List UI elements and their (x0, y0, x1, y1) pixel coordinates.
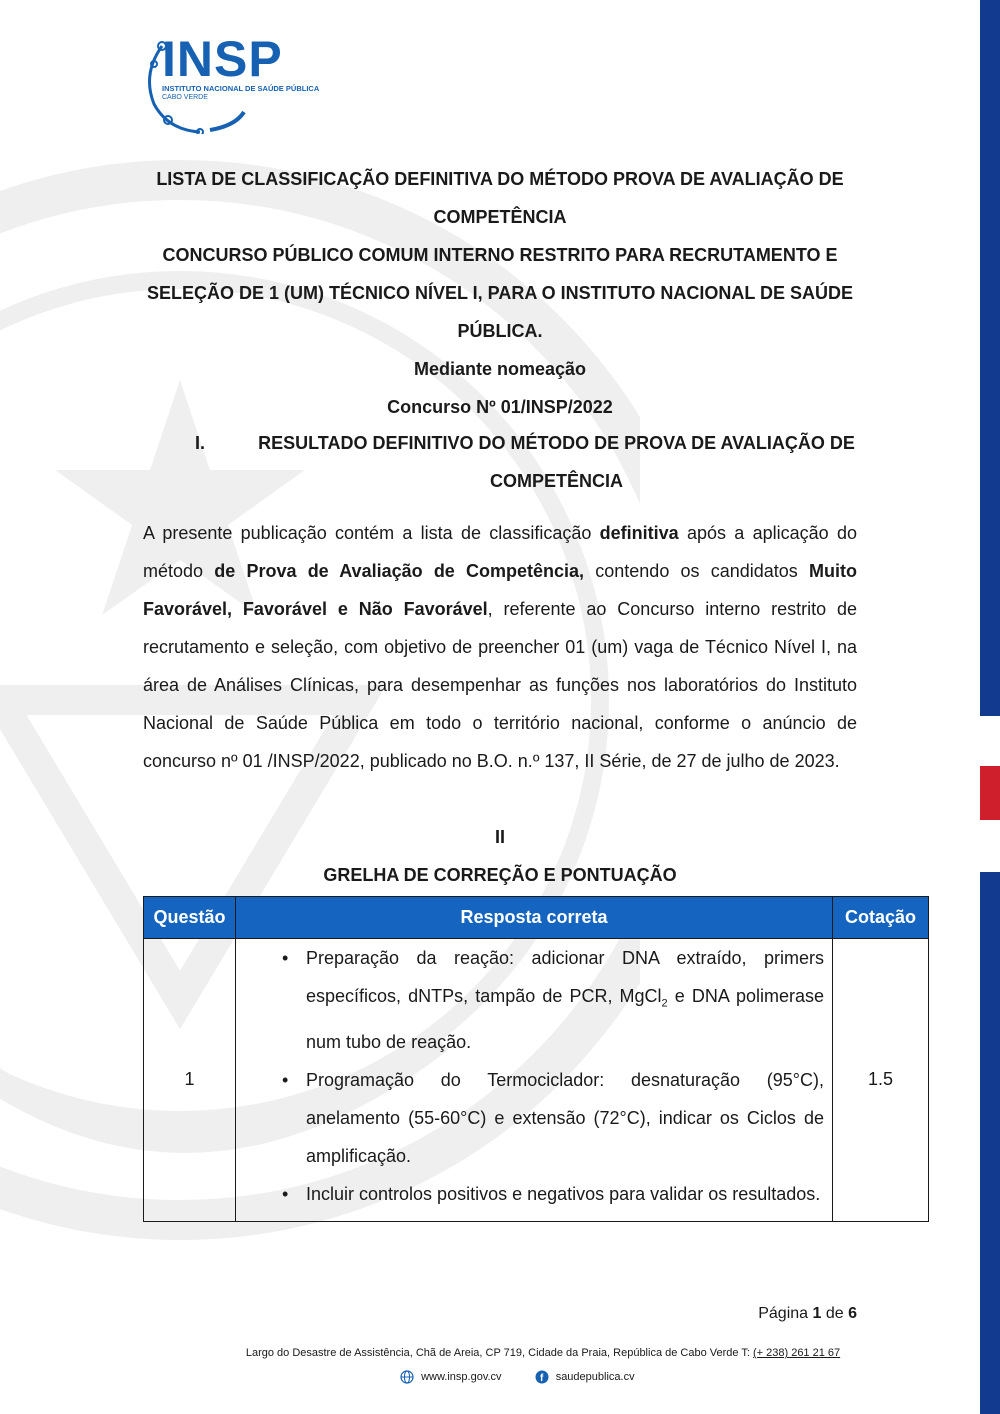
page-number (758, 1300, 857, 1328)
title-line-1: LISTA DE CLASSIFICAÇÃO DEFINITIVA DO MÉTODO PROVA DE AVALIAÇÃO DE (156, 169, 844, 189)
para-bold-1: definitiva (599, 523, 679, 543)
side-bar-blue-bottom (980, 872, 1000, 1414)
page-label: Página (758, 1305, 813, 1322)
answer-item-1 (244, 939, 824, 1061)
answer-list (236, 939, 832, 1221)
section-2-heading (143, 818, 857, 894)
answer-1-text-b: e DNA polimerase num tubo de reação. (306, 986, 824, 1052)
footer-phone-link[interactable]: (+ 238) 261 21 67 (752, 1347, 841, 1359)
logo-country: CABO VERDE (162, 94, 208, 101)
section-1-heading (143, 424, 857, 500)
intro-paragraph (143, 514, 857, 780)
para-bold-2: de Prova de Avaliação de Competência, (214, 561, 585, 581)
globe-icon (400, 1370, 414, 1384)
cell-question: 1 (144, 939, 236, 1222)
page-of: de (821, 1305, 849, 1322)
side-bar-blue-top (980, 0, 1000, 716)
para-text-1: A presente publicação contém a lista de classificação (143, 523, 600, 543)
title-line-2: COMPETÊNCIA (433, 207, 567, 227)
table-row (144, 939, 929, 1222)
answer-item-3: • Incluir controlos positivos e negativos para validar os resultados. (244, 1175, 824, 1213)
answer-1-subscript: 2 (661, 997, 668, 1010)
svg-text:f: f (539, 1373, 543, 1385)
para-text-2: após a aplicação do método (143, 523, 857, 581)
footer-website-link[interactable]: www.insp.gov.cv (421, 1371, 502, 1384)
section-1-title-line-1: RESULTADO DEFINITIVO DO MÉTODO DE PROVA DE AVALIAÇÃO DE (258, 433, 855, 453)
answer-item-2: • Programação do Termociclador: desnaturação (95°C), anelamento (55-60°C) e extensão (72°C), indicar os Ciclos de amplificação. (244, 1061, 824, 1175)
answer-1-text-a: Preparação da reação: adicionar DNA extraído, primers específicos, dNTPs, tampão de PCR, MgCl (306, 948, 824, 1006)
side-bar-red (980, 766, 1000, 820)
footer-address (143, 1342, 943, 1364)
title-line-6: Mediante nomeação (413, 359, 587, 379)
title-line-7: Concurso Nº 01/INSP/2022 (387, 397, 613, 417)
section-2-number: II (494, 827, 505, 847)
facebook-icon (535, 1370, 549, 1384)
para-text-4: , referente ao Concurso interno restrito de recrutamento e seleção, com objetivo de preencher 01 (um) vaga de Técnico Nível I, na área de Análises Clínicas, para desempenhar as funções nos laboratórios do Instituto Nacional de Saúde Pública em todo o território nacional, conforme o anúncio de concurso nº 01 /INSP/2022, publicado no B.O. n.º 137, II Série, de 27 de julho de 2023. (143, 599, 858, 771)
section-1-number: I. (195, 433, 206, 453)
logo-subtitle: INSTITUTO NACIONAL DE SAÚDE PÚBLICA (162, 84, 320, 93)
para-bold-3: Muito Favorável, Favorável e Não Favorável (143, 561, 857, 619)
header-answer: Resposta correta (236, 897, 833, 939)
cell-answer (236, 939, 833, 1222)
logo-word: INSP (162, 31, 283, 87)
cell-score: 1.5 (833, 939, 929, 1222)
correction-grid-table (143, 896, 929, 1222)
section-1-title-line-2: COMPETÊNCIA (489, 471, 623, 491)
header-score: Cotação (833, 897, 929, 939)
header-question: Questão (144, 897, 236, 939)
page-total: 6 (848, 1305, 857, 1322)
section-2-title: GRELHA DE CORREÇÃO E PONTUAÇÃO (323, 865, 677, 885)
footer-links (400, 1366, 660, 1388)
document-title (143, 160, 857, 426)
title-line-4: SELEÇÃO DE 1 (UM) TÉCNICO NÍVEL I, PARA O INSTITUTO NACIONAL DE SAÚDE (146, 283, 854, 303)
insp-logo (140, 31, 330, 134)
title-line-5: PÚBLICA. (457, 321, 543, 341)
footer-address-text: Largo do Desastre de Assistência, Chã de Areia, CP 719, Cidade da Praia, República de Cabo Verde T: (245, 1347, 753, 1359)
page-current: 1 (812, 1305, 822, 1322)
footer-facebook-link[interactable]: saudepublica.cv (555, 1371, 635, 1384)
title-line-3: CONCURSO PÚBLICO COMUM INTERNO RESTRITO PARA RECRUTAMENTO E (162, 245, 838, 265)
para-text-3: contendo os candidatos (584, 561, 810, 581)
table-header-row (144, 897, 929, 939)
